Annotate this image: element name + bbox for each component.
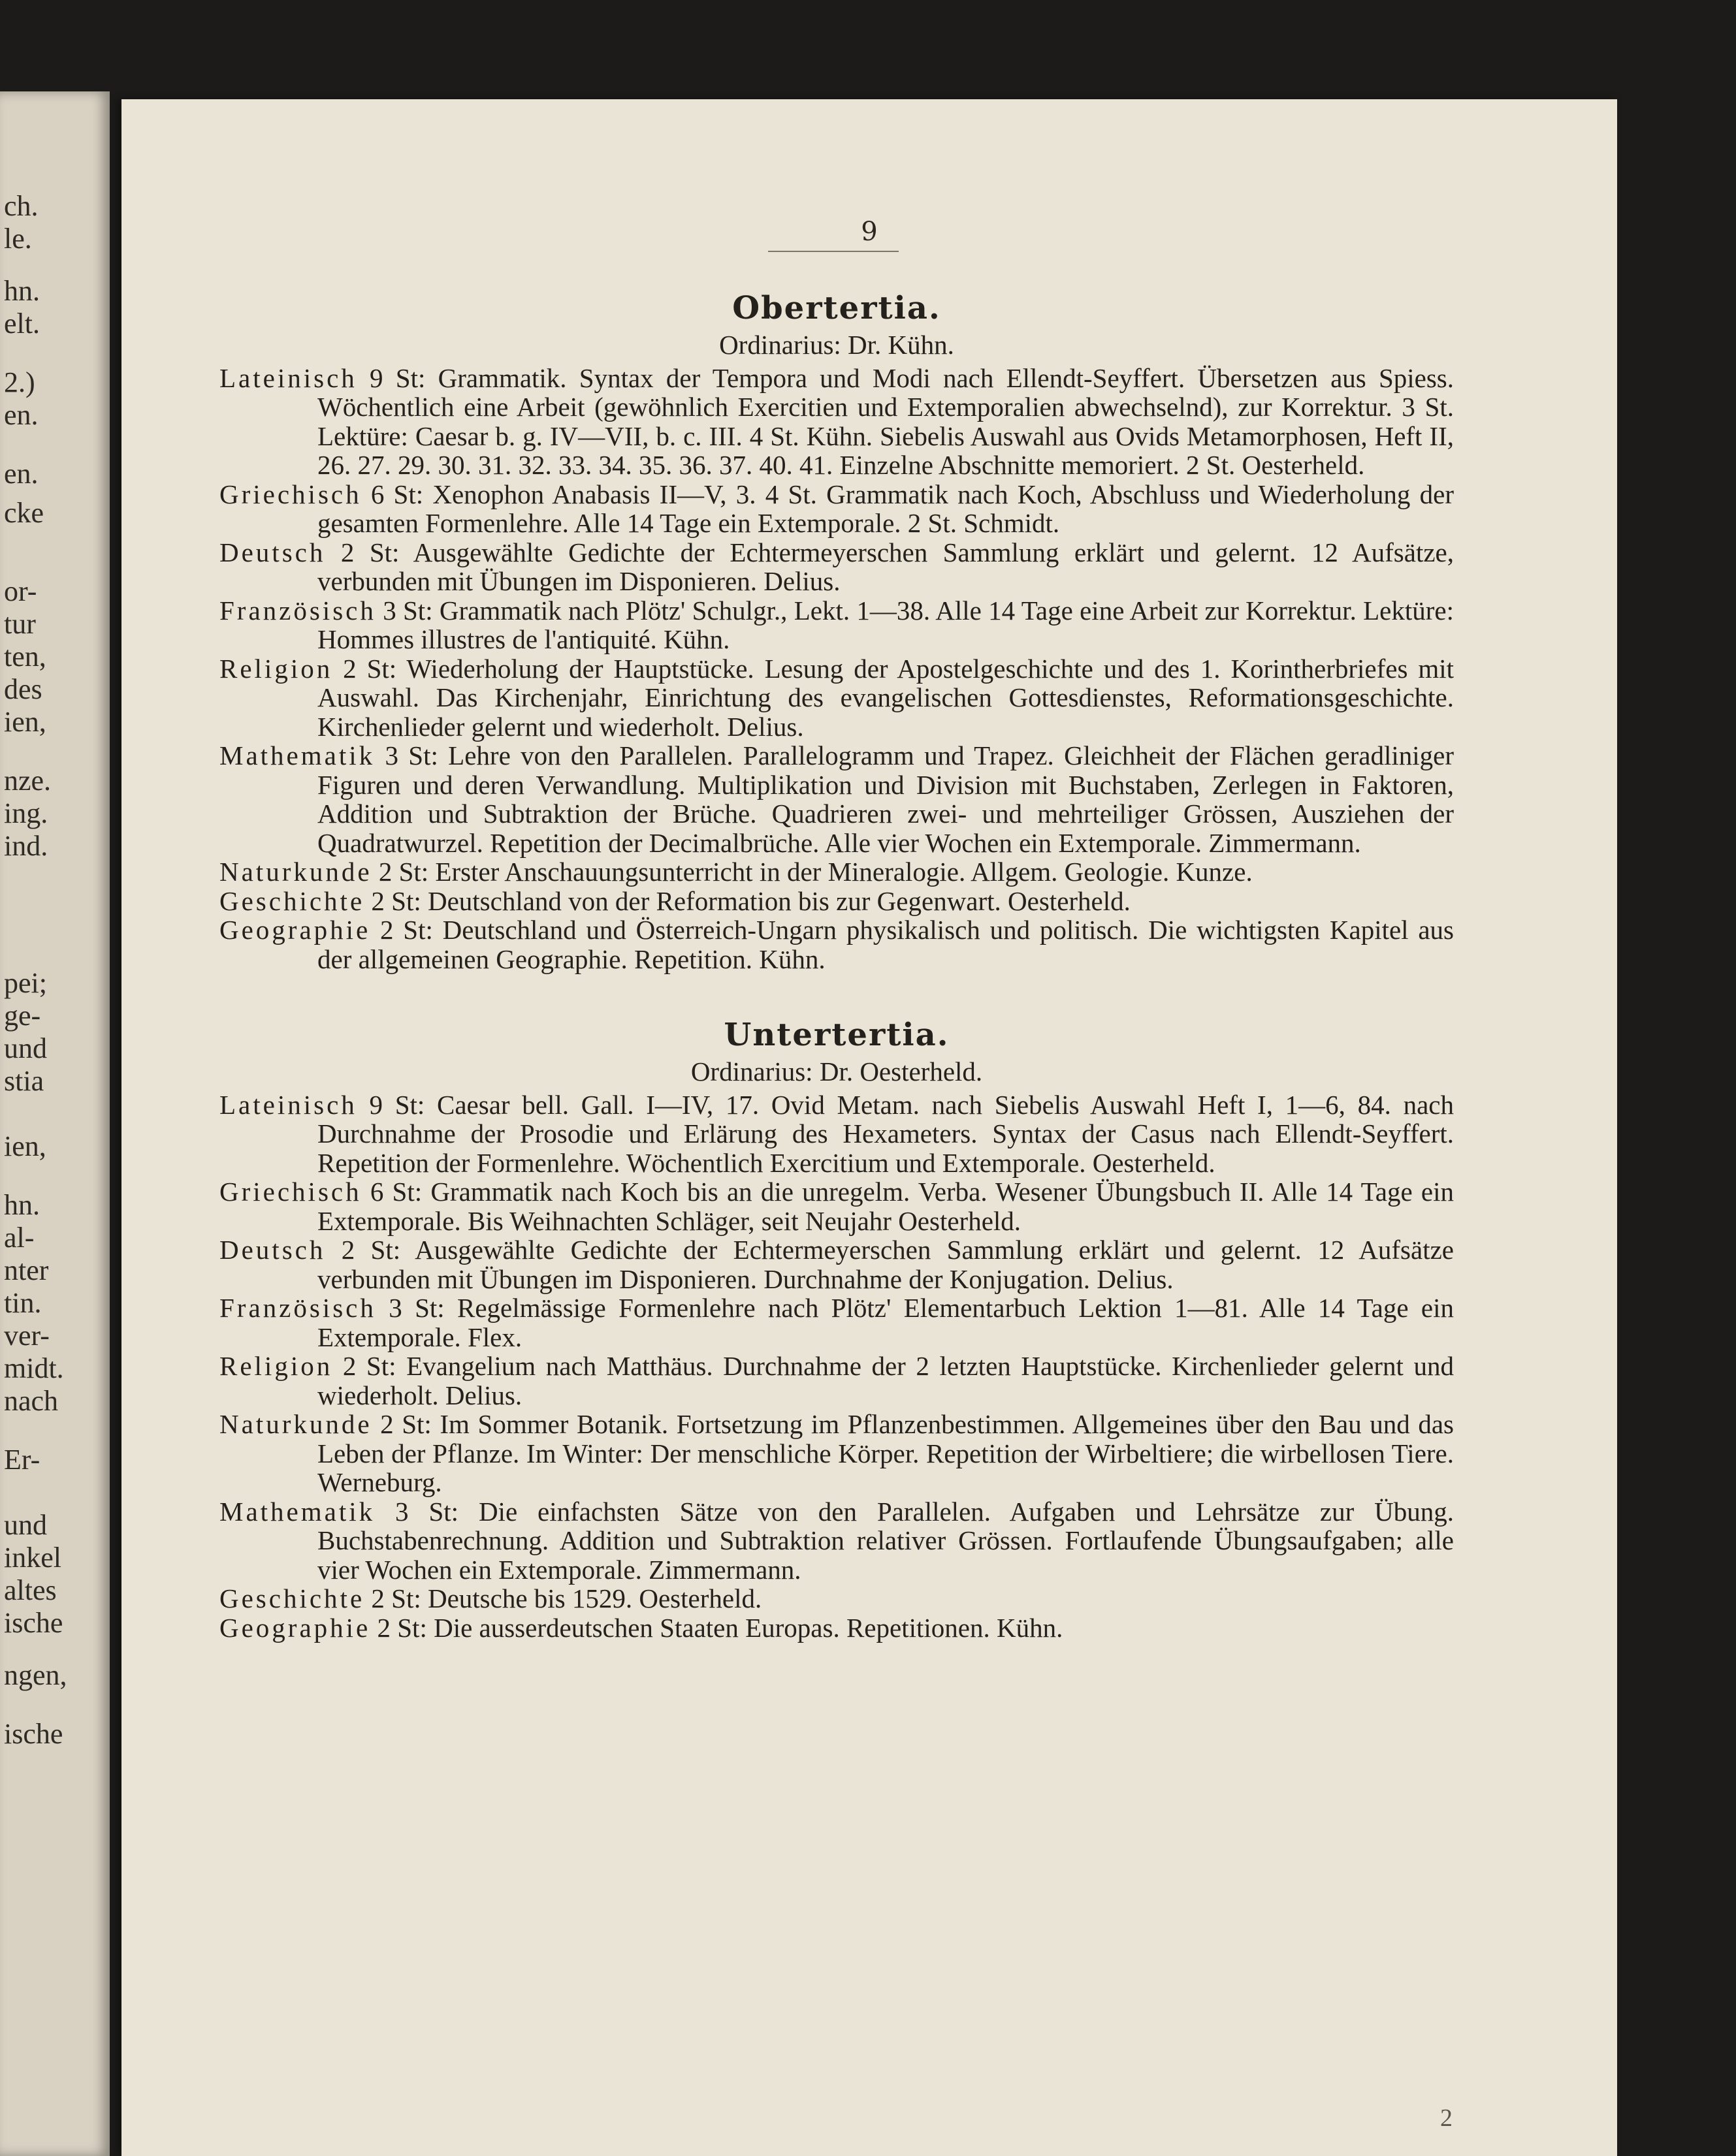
entry-franzoesisch <box>219 1293 1454 1352</box>
page <box>121 99 1617 2156</box>
entry-text: 2 St: Im Sommer Botanik. Fortsetzung im Pflanzenbestimmen. Allgemeines über den Bau und das Leben der Pflanze. Im Winter: Der menschliche Körper. Repetition der Wirbeltiere; die wirbellosen Tiere. Werneburg. <box>317 1409 1455 1497</box>
page-number-rule <box>768 251 899 252</box>
subject-label: Griechisch <box>219 1177 362 1207</box>
ordinarius-line: Ordinarius: Dr. Oesterheld. <box>690 1056 983 1086</box>
subject-label: Geographie <box>219 1612 371 1643</box>
entry-geographie <box>219 1613 1454 1643</box>
left-page-fragment: hn. <box>4 1189 40 1221</box>
subject-label: Deutsch <box>219 537 326 567</box>
entry-text: 2 St: Evangelium nach Matthäus. Durchnahme der 2 letzten Hauptstücke. Kirchenlieder gelernt und wiederholt. Delius. <box>317 1351 1455 1410</box>
entry-franzoesisch <box>219 596 1454 654</box>
entry-naturkunde <box>219 857 1454 887</box>
left-page-fragment: des <box>4 673 42 705</box>
left-page-fragment: le. <box>4 223 32 255</box>
left-page-fragment: hn. <box>4 275 40 307</box>
subject-label: Naturkunde <box>219 857 372 887</box>
left-page-fragment: und <box>4 1509 47 1541</box>
subject-label: Deutsch <box>219 1235 326 1265</box>
entry-text: 2 St: Wiederholung der Hauptstücke. Lesung der Apostelgeschichte und des 1. Korintherbriefes mit Auswahl. Das Kirchenjahr, Einrichtung des evangelischen Gottesdienstes, Reformationsgeschichte. Kirchenlieder gelernt und wiederholt. Delius. <box>317 653 1455 742</box>
subject-label: Religion <box>219 1351 333 1381</box>
entry-text: 3 St: Grammatik nach Plötz' Schulgr., Lekt. 1—38. Alle 14 Tage eine Arbeit zur Korrektur. Lektüre: Hommes illustres de l'antiquité. Kühn. <box>317 595 1455 654</box>
entry-deutsch <box>219 538 1454 596</box>
left-page-fragment: pei; <box>4 967 47 999</box>
section-title: Untertertia. <box>724 1017 950 1053</box>
page-content <box>219 276 1454 1642</box>
left-page-fragment: tin. <box>4 1287 42 1319</box>
subject-label: Lateinisch <box>219 1089 357 1120</box>
entry-text: 2 St: Deutschland von der Reformation bis zur Gegenwart. Oesterheld. <box>371 885 1131 916</box>
left-page-fragment: ing. <box>4 797 48 829</box>
subject-label: Geschichte <box>219 1583 365 1613</box>
subject-label: Naturkunde <box>219 1409 372 1439</box>
entry-text: 2 St: Die ausserdeutschen Staaten Europas. Repetitionen. Kühn. <box>377 1612 1063 1643</box>
subject-label: Geographie <box>219 915 371 945</box>
entry-text: 3 St: Lehre von den Parallelen. Parallelogramm und Trapez. Gleichheit der Flächen geradliniger Figuren und deren Verwandlung. Multiplikation und Division mit Buchstaben, Zerlegen in Faktoren, Addition und Subtraktion der Brüche. Quadrieren zwei- und mehrteiliger Grössen, Ausziehen der Quadratwurzel. Repetition der Decimalbrüche. Alle vier Wochen ein Extemporale. Zimmermann. <box>317 740 1454 858</box>
left-page-fragment: ind. <box>4 830 48 862</box>
section-obertertia <box>219 290 1454 974</box>
left-page-fragment: inkel <box>4 1542 61 1574</box>
entry-text: 2 St: Ausgewählte Gedichte der Echtermeyerschen Sammlung erklärt und gelernt. 12 Aufsätze verbunden mit Übungen im Disponieren. Durchnahme der Konjugation. Delius. <box>317 1235 1455 1294</box>
left-page-fragment: elt. <box>4 308 40 340</box>
entry-griechisch <box>219 480 1454 538</box>
subject-label: Griechisch <box>219 479 362 509</box>
left-page-fragment: ch. <box>4 190 39 222</box>
entry-lateinisch <box>219 364 1454 480</box>
entry-religion <box>219 1352 1454 1410</box>
entry-geschichte <box>219 887 1454 916</box>
subject-label: Geschichte <box>219 885 365 916</box>
left-page-fragment: nach <box>4 1385 59 1417</box>
left-page-fragment: tur <box>4 608 36 640</box>
page-number: 9 <box>861 217 878 247</box>
entry-text: 9 St: Caesar bell. Gall. I—IV, 17. Ovid Metam. nach Siebelis Auswahl Heft I, 1—6, 84. nach Durchnahme der Prosodie und Erlärung des Hexameters. Syntax der Casus nach Ellendt-Seyffert. Repetition der Formenlehre. Wöchentlich Exercitium und Extemporale. Oesterheld. <box>317 1089 1454 1178</box>
entry-mathematik <box>219 741 1454 857</box>
entry-geschichte <box>219 1584 1454 1613</box>
left-page-fragment: nter <box>4 1254 49 1286</box>
entry-text: 3 St: Regelmässige Formenlehre nach Plötz' Elementarbuch Lektion 1—81. Alle 14 Tage ein Extemporale. Flex. <box>317 1293 1455 1352</box>
section-title: Obertertia. <box>732 290 941 326</box>
left-page-fragment: ver- <box>4 1320 50 1352</box>
entry-mathematik <box>219 1497 1454 1585</box>
left-page-fragment: ische <box>4 1607 63 1639</box>
entry-text: 2 St: Erster Anschauungsunterricht in der Mineralogie. Allgem. Geologie. Kunze. <box>378 857 1253 887</box>
left-page-fragment: ische <box>4 1718 63 1750</box>
left-page-fragment: en. <box>4 399 39 431</box>
entry-text: 6 St: Grammatik nach Koch bis an die unregelm. Verba. Wesener Übungsbuch II. Alle 14 Tage ein Extemporale. Bis Weihnachten Schläger, seit Neujahr Oesterheld. <box>317 1177 1455 1236</box>
entry-text: 9 St: Grammatik. Syntax der Tempora und Modi nach Ellendt-Seyffert. Übersetzen aus Spiess. Wöchentlich eine Arbeit (gewöhnlich Exercitien und Extemporalien abwechselnd), zur Korrektur. 3 St. Lektüre: Caesar b. g. IV—VII, b. c. III. 4 St. Kühn. Siebelis Auswahl aus Ovids Metamorphosen, Heft II, 26. 27. 29. 30. 31. 32. 33. 34. 35. 36. 37. 40. 41. Einzelne Abschnitte memoriert. 2 St. Oesterheld. <box>317 362 1455 480</box>
entry-griechisch <box>219 1177 1454 1235</box>
signature-mark: 2 <box>1440 2104 1453 2132</box>
left-page-edge <box>0 91 110 2156</box>
subject-label: Französisch <box>219 1293 376 1323</box>
ordinarius-line: Ordinarius: Dr. Kühn. <box>719 330 954 360</box>
entry-geographie <box>219 915 1454 974</box>
entry-text: 2 St: Deutschland und Österreich-Ungarn physikalisch und politisch. Die wichtigsten Kapitel aus der allgemeinen Geographie. Repetition. Kühn. <box>317 915 1454 974</box>
entry-text: 2 St: Deutsche bis 1529. Oesterheld. <box>371 1583 762 1613</box>
entry-text: 6 St: Xenophon Anabasis II—V, 3. 4 St. Grammatik nach Koch, Abschluss und Wiederholung der gesamten Formenlehre. Alle 14 Tage ein Extemporale. 2 St. Schmidt. <box>317 479 1455 538</box>
left-page-fragment: ien, <box>4 1130 46 1162</box>
left-page-fragment: und <box>4 1032 47 1064</box>
left-page-fragment: midt. <box>4 1352 64 1384</box>
left-page-fragment: stia <box>4 1065 44 1097</box>
subject-label: Religion <box>219 653 333 684</box>
left-page-fragment: ien, <box>4 706 46 738</box>
left-page-fragment: ge- <box>4 1000 41 1032</box>
left-page-fragment: cke <box>4 497 44 529</box>
left-page-fragment: ngen, <box>4 1659 67 1691</box>
entry-text: 3 St: Die einfachsten Sätze von den Parallelen. Aufgaben und Lehrsätze zur Übung. Buchstabenrechnung. Addition und Subtraktion relativer Grössen. Fortlaufende Übungsaufgaben; alle vier Wochen ein Extemporale. Zimmermann. <box>317 1496 1455 1585</box>
entry-naturkunde <box>219 1410 1454 1497</box>
left-page-fragment: nze. <box>4 765 52 797</box>
entry-religion <box>219 654 1454 742</box>
left-page-fragment: al- <box>4 1222 35 1254</box>
left-page-fragment: altes <box>4 1574 57 1606</box>
left-page-fragment: 2.) <box>4 366 35 398</box>
subject-label: Lateinisch <box>219 362 357 393</box>
entry-text: 2 St: Ausgewählte Gedichte der Echtermeyerschen Sammlung erklärt und gelernt. 12 Aufsätze, verbunden mit Übungen im Disponieren. Delius. <box>317 537 1454 596</box>
entry-deutsch <box>219 1235 1454 1293</box>
left-page-fragment: ten, <box>4 641 46 673</box>
subject-label: Französisch <box>219 595 376 626</box>
left-page-fragment: en. <box>4 458 39 490</box>
left-page-fragment: or- <box>4 575 37 607</box>
subject-label: Mathematik <box>219 1496 376 1527</box>
subject-label: Mathematik <box>219 740 376 770</box>
entry-lateinisch <box>219 1090 1454 1178</box>
section-untertertia <box>219 1017 1454 1642</box>
left-page-fragment: Er- <box>4 1444 40 1476</box>
